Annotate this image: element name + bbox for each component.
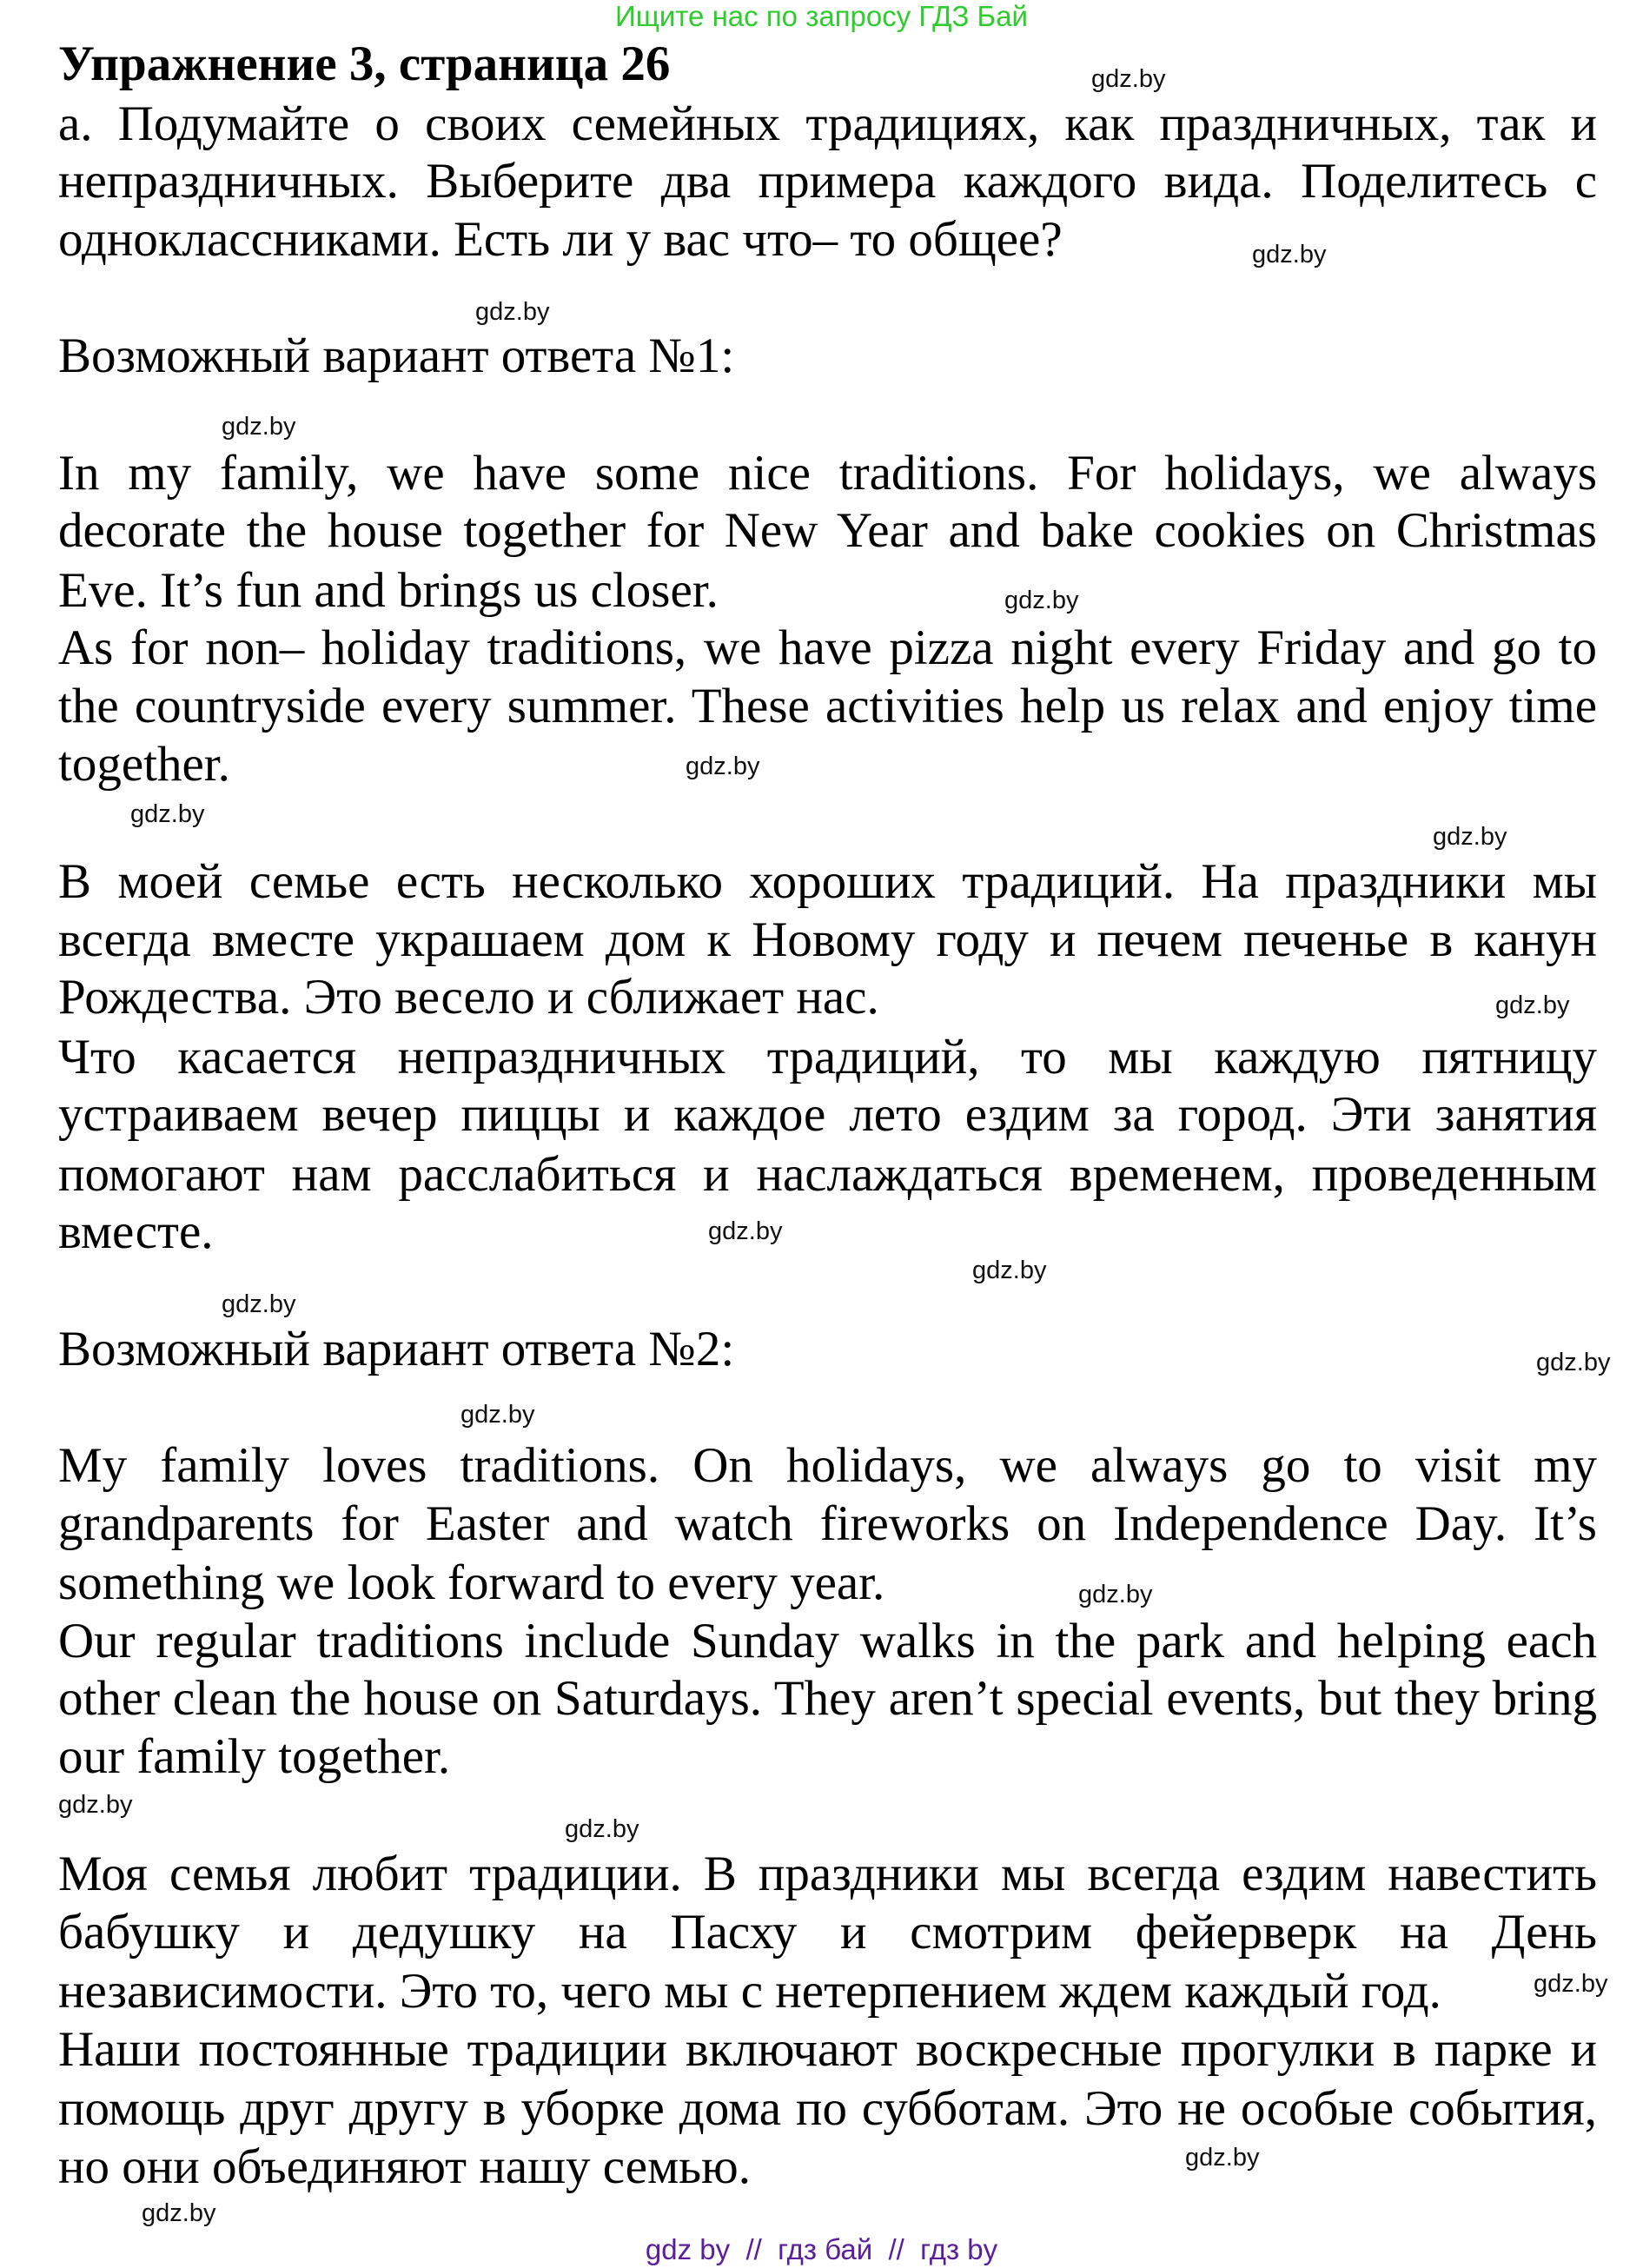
variant1-en-line: Eve. It’s fun and brings us closer. [58, 563, 719, 618]
variant2-ru-line: бабушку и дедушку на Пасху и смотрим фейерверк на День [58, 1905, 1597, 1960]
variant2-ru-line: помощь друг другу в уборке дома по субботам. Это не особые события, [58, 2081, 1597, 2136]
watermark: gdz.by [58, 1791, 133, 1819]
page-title: Упражнение 3, страница 26 [58, 36, 671, 91]
watermark: gdz.by [686, 753, 760, 780]
variant2-ru-line: независимости. Это то, чего мы с нетерпением ждем каждый год. [58, 1964, 1441, 2019]
variant1-en-line: decorate the house together for New Year and bake cookies on Christmas [58, 503, 1597, 558]
variant1-ru-line: Рождества. Это весело и сближает нас. [58, 970, 879, 1025]
watermark: gdz.by [1004, 587, 1079, 614]
task-line: непраздничных. Выберите два примера каждого вида. Поделитесь с [58, 154, 1597, 209]
watermark: gdz.by [708, 1217, 783, 1245]
watermark: gdz.by [475, 298, 550, 326]
variant1-en-line: together. [58, 737, 230, 792]
watermark: gdz.by [222, 413, 296, 441]
search-banner: Ищите нас по запросу ГДЗ Бай [615, 0, 1028, 32]
watermark: gdz.by [1185, 2144, 1260, 2172]
variant1-en-line: the countryside every summer. These activities help us relax and enjoy time [58, 679, 1597, 733]
variant2-ru-line: Моя семья любит традиции. В праздники мы всегда ездим навестить [58, 1847, 1597, 1901]
watermark: gdz.by [1433, 823, 1507, 851]
watermark: gdz.by [1534, 1970, 1608, 1998]
variant2-heading: Возможный вариант ответа №2: [58, 1322, 735, 1376]
variant2-ru-line: но они объединяют нашу семью. [58, 2139, 751, 2194]
variant1-ru-line: вместе. [58, 1204, 214, 1259]
watermark: gdz.by [1495, 991, 1570, 1019]
variant1-ru-line: всегда вместе украшаем дом к Новому году и печем печенье в канун [58, 912, 1597, 967]
task-line: а. Подумайте о своих семейных традициях, как праздничных, так и [58, 96, 1597, 151]
variant1-en-line: In my family, we have some nice traditions. For holidays, we always [58, 446, 1597, 501]
variant2-en-line: something we look forward to every year. [58, 1555, 885, 1610]
watermark: gdz.by [1536, 1349, 1611, 1376]
variant2-en-line: My family loves traditions. On holidays, we always go to visit my [58, 1438, 1597, 1493]
watermark: gdz.by [222, 1290, 296, 1318]
watermark: gdz.by [142, 2199, 216, 2227]
variant1-ru-line: Что касается непраздничных традиций, то мы каждую пятницу [58, 1030, 1597, 1084]
variant1-ru-line: В моей семье есть несколько хороших традиций. На праздники мы [58, 854, 1597, 909]
variant2-en-line: other clean the house on Saturdays. They aren’t special events, but they bring [58, 1671, 1597, 1726]
variant1-heading: Возможный вариант ответа №1: [58, 328, 735, 383]
watermark: gdz.by [1091, 65, 1166, 93]
watermark: gdz.by [565, 1815, 639, 1843]
variant2-ru-line: Наши постоянные традиции включают воскресные прогулки в парке и [58, 2022, 1597, 2077]
watermark: gdz.by [1252, 241, 1327, 269]
variant2-en-line: our family together. [58, 1729, 451, 1784]
variant2-en-line: Our regular traditions include Sunday walks in the park and helping each [58, 1614, 1597, 1668]
footer-links: gdz by // гдз бай // гдз by [645, 2233, 998, 2265]
variant2-en-line: grandparents for Easter and watch fireworks on Independence Day. It’s [58, 1496, 1597, 1551]
watermark: gdz.by [1078, 1581, 1153, 1608]
watermark: gdz.by [972, 1257, 1047, 1284]
watermark: gdz.by [130, 800, 205, 828]
variant1-ru-line: устраиваем вечер пиццы и каждое лето ездим за город. Эти занятия [58, 1087, 1597, 1142]
variant1-en-line: As for non– holiday traditions, we have pizza night every Friday and go to [58, 620, 1597, 675]
task-line: одноклассниками. Есть ли у вас что– то общее? [58, 212, 1063, 267]
watermark: gdz.by [460, 1401, 535, 1429]
variant1-ru-line: помогают нам расслабиться и наслаждаться временем, проведенным [58, 1147, 1597, 1202]
